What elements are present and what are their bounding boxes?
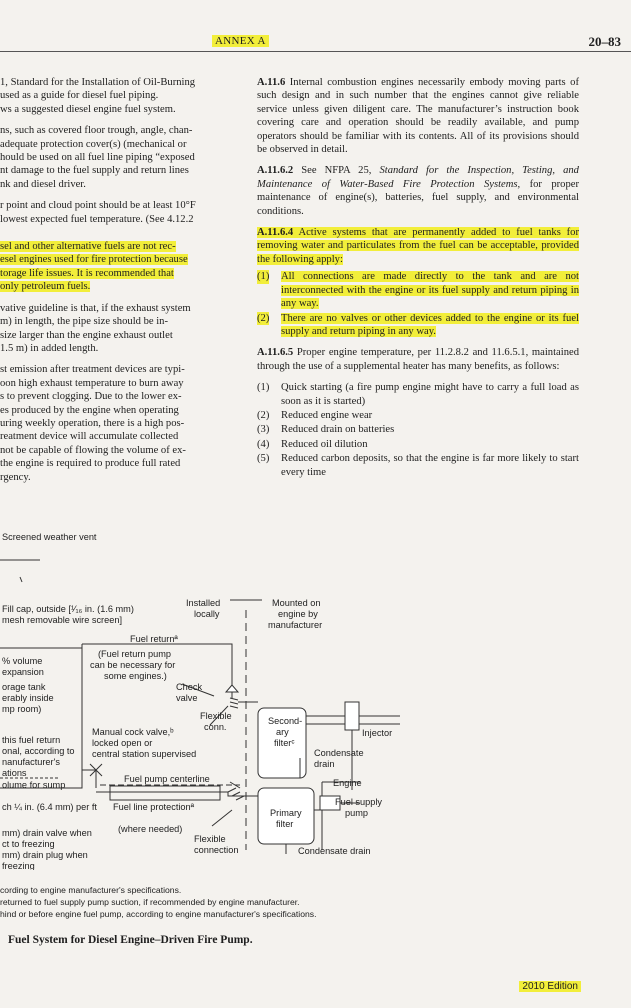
list-text: All connections are made directly to the tank and are not interconnected with the engine or its fuel supply and return piping in any way. (281, 271, 579, 310)
line: ws a suggested diesel engine fuel system. (0, 103, 176, 115)
section-text: See NFPA 25, (301, 165, 372, 177)
label-slope: ch ¼ in. (6.4 mm) per ft (2, 802, 97, 812)
label-flex-conn-1: Flexible (200, 711, 232, 721)
list-text: There are no valves or other devices added to the engine or its fuel supply and return piping in any way. (281, 312, 579, 337)
label-condensate-drain-2: Condensate drain (298, 846, 371, 856)
list-number: (2) (257, 409, 270, 421)
label-return-note-4: ations (2, 768, 27, 778)
para-a-11-6 (257, 76, 579, 156)
label-return-pump-2: can be necessary for (90, 660, 176, 670)
para-a-11-6-5 (257, 346, 579, 373)
section-number: A.11.6.4 (257, 227, 294, 239)
left-para-1 (0, 76, 228, 116)
line: used as a guide for diesel fuel piping. (0, 90, 159, 102)
header-rule (0, 51, 631, 52)
line: sel and other alternative fuels are not rec- (0, 241, 176, 253)
left-para-6 (0, 363, 228, 484)
label-drain-valve-2: ct to freezing (2, 839, 55, 849)
label-screened-vent: Screened weather vent (2, 532, 97, 542)
fuel-line-protection-box (110, 786, 220, 800)
label-check-valve-2: valve (176, 693, 198, 703)
list-number: (5) (257, 453, 270, 465)
label-flexible-connection-2: connection (194, 845, 239, 855)
note-b: returned to fuel supply pump suction, if recommended by engine manufacturer. (0, 897, 300, 907)
list-text: Reduced carbon deposits, so that the engine is far more likely to start every time (281, 453, 579, 478)
label-flex-conn-2: conn. (204, 722, 227, 732)
line: 1, Standard for the Installation of Oil-Burning (0, 77, 196, 88)
left-para-2 (0, 124, 228, 191)
line: esel engines used for fire protection because (0, 254, 188, 266)
section-text: Active systems that are permanently added to fuel tanks for removing water and particulates from the fuel can be acceptable, provided the following apply: (257, 227, 579, 265)
line: 1.5 m) in added length. (0, 342, 99, 354)
label-return-note-3: nanufacturer's (2, 757, 60, 767)
list-item (257, 409, 579, 422)
label-fill-cap-2: mesh removable wire screen] (2, 615, 122, 625)
label-primary-2: filter (276, 819, 294, 829)
label-condensate-1: Condensate (314, 748, 364, 758)
para-a-11-6-2 (257, 164, 579, 218)
page-number: 20–83 (588, 34, 621, 49)
section-text: for proper maintenance of engine(s), batteries, fuel supply, and environmental conditions. (257, 178, 580, 217)
label-fuel-line-protection: Fuel line protectionª (113, 802, 195, 812)
label-secondary-2: ary (276, 727, 289, 737)
line: size larger than the engine exhaust outlet (0, 329, 173, 341)
line: s to prevent clogging. Due to the lower ex- (0, 391, 182, 403)
note-c: hind or before engine fuel pump, according to engine manufacturer's specifications. (0, 909, 317, 919)
flexible-connection-symbol (228, 788, 244, 800)
line: nk and diesel driver. (0, 178, 86, 190)
label-engine: Engine (333, 778, 362, 788)
line: not be capable of flowing the volume of ex- (0, 444, 186, 456)
injector-body (345, 702, 359, 730)
label-installed-2: locally (194, 609, 220, 619)
label-drain-valve-4: freezing (2, 861, 35, 870)
label-fuel-pump-centerline: Fuel pump centerline (124, 774, 210, 784)
header-annex: ANNEX A (212, 35, 269, 47)
label-secondary-1: Second- (268, 716, 303, 726)
line: nt damage to the fuel supply and return lines (0, 165, 189, 177)
left-para-3 (0, 199, 228, 226)
label-drain-valve-3: mm) drain plug when (2, 850, 88, 860)
label-expansion-1: % volume (2, 656, 43, 666)
label-drain-valve-1: mm) drain valve when (2, 828, 92, 838)
label-injector: Injector (362, 728, 393, 738)
figure-notes (0, 884, 316, 920)
label-fuel-supply-pump-2: pump (345, 808, 368, 818)
list-text: Reduced engine wear (281, 409, 373, 421)
label-installed-1: Installed (186, 598, 221, 608)
line: only petroleum fuels. (0, 281, 91, 293)
fuel-system-diagram (0, 520, 631, 870)
label-return-note-1: this fuel return (2, 735, 61, 745)
label-manual-cock-1: Manual cock valve,ᵇ (92, 727, 174, 737)
section-text: Proper engine temperature, per 11.2.8.2 and 11.6.5.1, maintained through the use of a supplemental heater has many benefits, as follows: (257, 347, 579, 372)
line: st emission after treatment devices are typi- (0, 364, 185, 376)
label-mounted-3: manufacturer (268, 620, 323, 630)
flex-conn-symbol (230, 698, 238, 708)
label-fill-cap-1: Fill cap, outside [¹⁄₁₆ in. (1.6 mm) (2, 604, 134, 614)
check-valve-symbol (226, 685, 238, 692)
list-number: (1) (257, 382, 270, 394)
left-para-4-highlighted (0, 240, 228, 294)
note-a: cording to engine manufacturer's specifications. (0, 885, 182, 895)
line: es produced by the engine when operating (0, 404, 179, 416)
section-number: A.11.6.5 (257, 347, 294, 359)
label-condensate-2: drain (314, 759, 335, 769)
section-text: Internal combustion engines necessarily embody moving parts of such design and in such number that the engines cannot give reliable service unless given diligent care. The manufacturer’s instruction book covering care and operation should be readily available, and pump operators should be familiar with its contents. All of its provisions should be observed in detail. (257, 77, 579, 156)
line: m) in length, the pipe size should be in- (0, 316, 168, 328)
list-text: Reduced oil dilution (281, 438, 368, 450)
list-item (257, 423, 579, 436)
line: hould be used on all fuel line piping “exposed (0, 152, 195, 164)
edition-label: 2010 Edition (519, 981, 581, 992)
right-column (257, 76, 579, 485)
list-text: Quick starting (a fire pump engine might have to carry a full load as soon as it is started) (281, 382, 579, 407)
line: adequate protection cover(s) (mechanical or (0, 138, 187, 150)
standard-title: Standard for the Inspection, Testing, and Maintenance of Water-Based Fire Protection Systems, (257, 165, 579, 190)
line: r point and cloud point should be at least 10°F (0, 200, 196, 212)
label-tank-2: erably inside (2, 693, 54, 703)
list-number: (4) (257, 438, 270, 450)
line: vative guideline is that, if the exhaust system (0, 302, 191, 314)
label-fuel-return: Fuel returnª (130, 634, 178, 644)
list-number: (3) (257, 424, 270, 436)
list-item (257, 270, 579, 310)
line: reatment device will accumulate collected (0, 431, 179, 443)
a-11-6-4-list (257, 270, 579, 338)
label-fuel-supply-pump-1: Fuel supply (335, 797, 382, 807)
para-a-11-6-4 (257, 226, 579, 266)
label-secondary-3: filterᶜ (274, 738, 295, 748)
label-flexible-connection-1: Flexible (194, 834, 226, 844)
list-text: Reduced drain on batteries (281, 424, 395, 436)
label-expansion-2: expansion (2, 667, 44, 677)
label-tank-3: mp room) (2, 704, 42, 714)
line: lowest expected fuel temperature. (See 4.12.2 (0, 213, 194, 225)
label-return-pump-1: (Fuel return pump (98, 649, 172, 659)
figure-caption: Fuel System for Diesel Engine–Driven Fire Pump. (8, 934, 253, 946)
label-manual-cock-2: locked open or (92, 738, 153, 748)
label-mounted-2: engine by (278, 609, 318, 619)
label-manual-cock-3: central station supervised (92, 749, 197, 759)
label-return-note-2: onal, according to (2, 746, 75, 756)
label-mounted-1: Mounted on (272, 598, 321, 608)
line: ns, such as covered floor trough, angle, chan- (0, 125, 193, 137)
line: torage life issues. It is recommended that (0, 267, 174, 279)
list-item (257, 452, 579, 479)
label-check-valve-1: Check (176, 682, 203, 692)
label-sump-volume: olume for sump (2, 780, 66, 790)
list-number: (1) (257, 271, 270, 283)
label-return-pump-3: some engines.) (104, 671, 167, 681)
list-item (257, 438, 579, 451)
list-item (257, 381, 579, 408)
label-primary-1: Primary (270, 808, 302, 818)
line: oon high exhaust temperature to burn away (0, 377, 184, 389)
left-column (0, 76, 228, 492)
leader-flexible-connection (212, 810, 232, 826)
vent-mark (20, 577, 22, 582)
left-para-5 (0, 302, 228, 356)
section-number: A.11.6.2 (257, 165, 294, 177)
line: rgency. (0, 471, 31, 483)
line: the engine is required to produce full rated (0, 458, 181, 470)
list-number: (2) (257, 312, 270, 324)
section-number: A.11.6 (257, 77, 286, 88)
line: uring weekly operation, there is a high pos- (0, 417, 185, 429)
list-item (257, 312, 579, 339)
label-tank-1: orage tank (2, 682, 46, 692)
a-11-6-5-list (257, 381, 579, 479)
label-where-needed: (where needed) (118, 824, 183, 834)
